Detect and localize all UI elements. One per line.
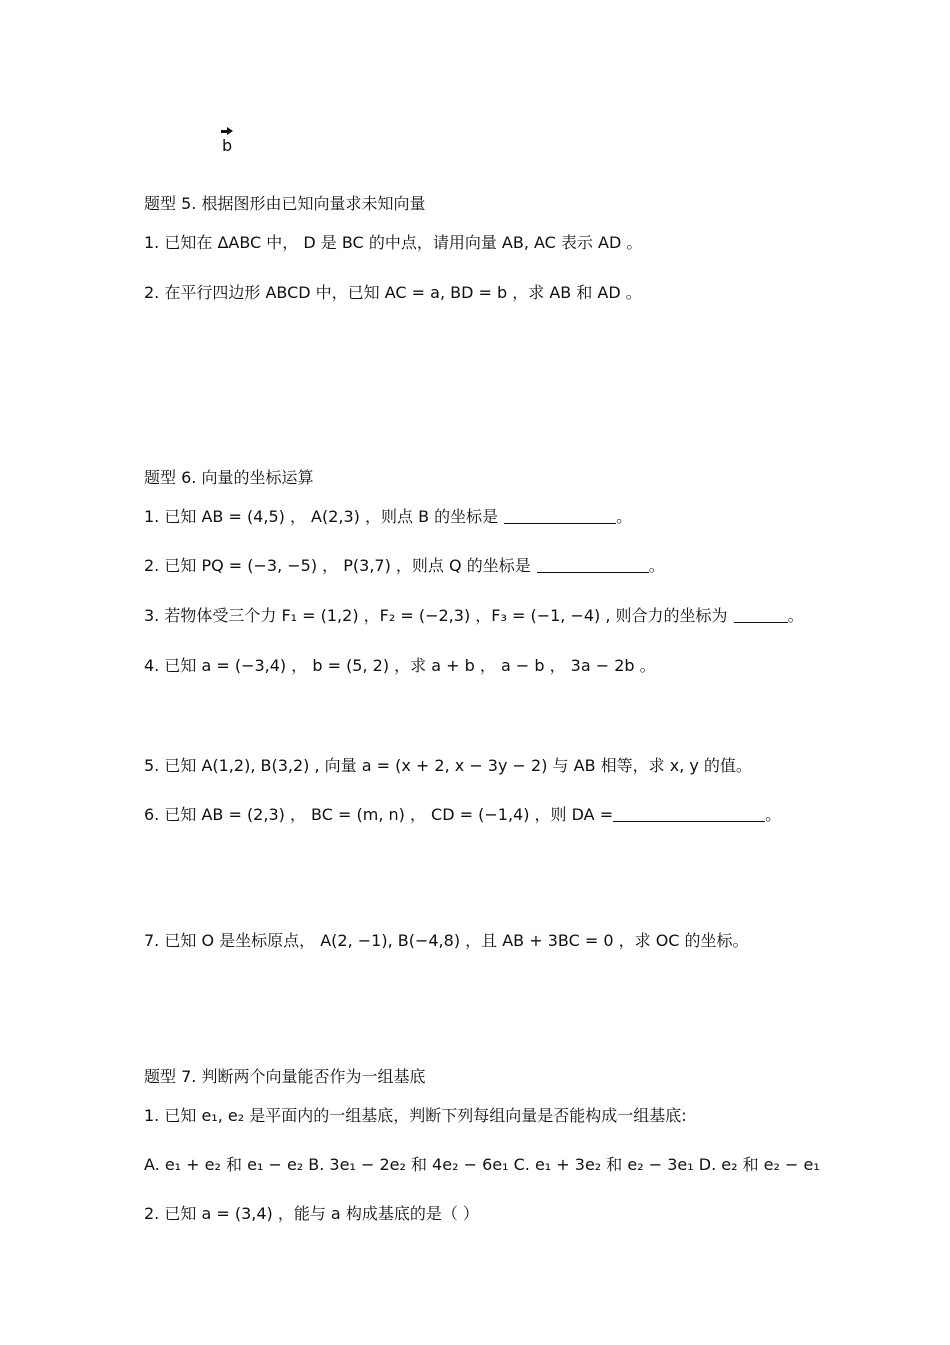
s6-problem-5: 5. 已知 A(1,2), B(3,2) , 向量 a = (x + 2, x − 3y − 2) 与 AB 相等，求 x, y 的值。 <box>144 756 752 775</box>
answer-blank <box>613 805 765 822</box>
s6-problem-7: 7. 已知 O 是坐标原点， A(2, −1), B(−4,8) ，且 AB + 3BC = 0 ，求 OC 的坐标。 <box>144 931 749 950</box>
s6-problem-3: 3. 若物体受三个力 F₁ = (1,2) ，F₂ = (−2,3) ，F₃ = (−1, −4) , 则合力的坐标为 。 <box>144 606 804 625</box>
answer-blank <box>734 606 788 623</box>
s5-problem-2: 2. 在平行四边形 ABCD 中，已知 AC = a, BD = b ，求 AB 和 AD 。 <box>144 283 642 302</box>
s5-problem-1: 1. 已知在 ΔABC 中， D 是 BC 的中点，请用向量 AB, AC 表示 AD 。 <box>144 233 643 252</box>
section-5-title: 题型 5. 根据图形由已知向量求未知向量 <box>144 194 426 213</box>
s6-problem-4: 4. 已知 a = (−3,4) ， b = (5, 2) ，求 a + b ， a − b ， 3a − 2b 。 <box>144 656 656 675</box>
section-6-title: 题型 6. 向量的坐标运算 <box>144 468 314 487</box>
s6-problem-2: 2. 已知 PQ = (−3, −5) ， P(3,7) ，则点 Q 的坐标是 。 <box>144 556 665 575</box>
s6-problem-1: 1. 已知 AB = (4,5) ， A(2,3) ，则点 B 的坐标是 。 <box>144 507 633 526</box>
s7-problem-1: 1. 已知 e₁, e₂ 是平面内的一组基底，判断下列每组向量是否能构成一组基底: <box>144 1106 687 1125</box>
answer-blank <box>537 556 649 573</box>
section-7-title: 题型 7. 判断两个向量能否作为一组基底 <box>144 1067 426 1086</box>
s7-options: A. e₁ + e₂ 和 e₁ − e₂ B. 3e₁ − 2e₂ 和 4e₂ − 6e₁ C. e₁ + 3e₂ 和 e₂ − 3e₁ D. e₂ 和 e₂ − e₁ <box>144 1155 820 1174</box>
answer-blank <box>504 507 616 524</box>
s7-problem-2: 2. 已知 a = (3,4) ，能与 a 构成基底的是（ ） <box>144 1204 479 1223</box>
vector-fragment-b: b <box>222 136 233 155</box>
s6-problem-6: 6. 已知 AB = (2,3) ， BC = (m, n) ， CD = (−1,4) ，则 DA = 。 <box>144 805 782 824</box>
